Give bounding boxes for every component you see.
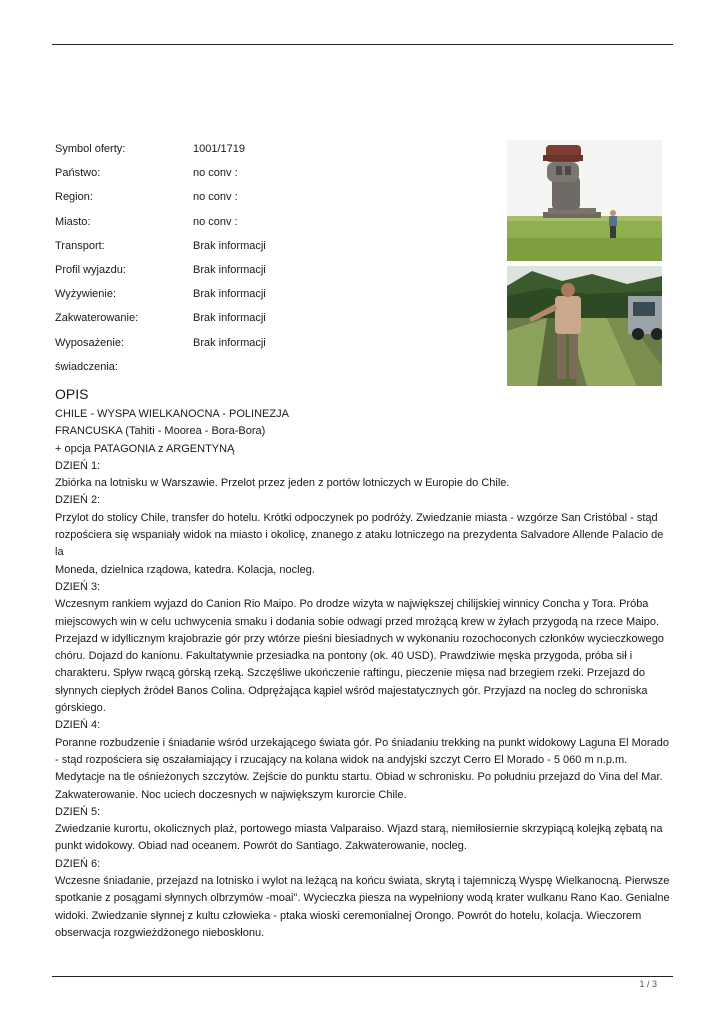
text-line: Zakwaterowanie. Noc uciech doczesnych w największym kurorcie Chile. [55,788,407,801]
description-text [55,406,675,942]
info-row-trip-profile [55,262,495,286]
offer-info-table [55,141,495,383]
info-label: Wyżywienie: [55,288,117,301]
footer-rule [52,976,673,977]
info-value: Brak informacji [193,312,266,325]
info-label: Państwo: [55,167,101,180]
info-row-offer-symbol [55,141,495,165]
text-line: Zwiedzanie kurortu, okolicznych plaż, portowego miasta Valparaiso. Wjazd starą, niemiłosiernie skrzypiącą kolejką zębatą na [55,823,663,836]
info-label: Transport: [55,239,105,252]
info-value: Brak informacji [193,288,266,301]
info-row-country [55,165,495,189]
text-line: + opcja PATAGONIA z ARGENTYNĄ [55,442,235,455]
text-line: miejscowych win w celu uchwycenia smaku i dodania sobie odwagi przed mrożącą krew w żyłach przygodą na rzece Maipo. [55,615,660,628]
info-label: Profil wyjazdu: [55,263,126,276]
info-row-transport [55,238,495,262]
info-value: no conv : [193,191,238,204]
text-line: CHILE - WYSPA WIELKANOCNA - POLINEZJA [55,408,289,420]
info-label: Region: [55,191,93,204]
pineapple-field-photo [507,266,662,386]
text-line: punkt widokowy. Obiad nad oceanem. Powrót do Santiago. Zakwaterowanie, nocleg. [55,840,467,853]
info-label: świadczenia: [55,360,118,373]
info-label: Symbol oferty: [55,143,126,155]
info-value: Brak informacji [193,263,266,276]
header-rule [52,44,673,45]
info-value: no conv : [193,215,238,228]
section-title-opis: OPIS [55,386,89,402]
page-number: 1 / 3 [639,979,657,989]
text-line: słynnych ciepłych źródeł Banos Colina. Odprężająca kąpiel wśród majestatycznych gór. Przyjazd na nocleg do schroniska [55,684,648,697]
text-line: charakteru. Spływ rwącą górską rzeką. Szczęśliwe ukończenie raftingu, pieczenie mięsa nad brzegiem rzeki. Przejazd do [55,667,645,680]
info-value: no conv : [193,167,238,180]
info-value: 1001/1719 [193,143,245,155]
info-label: Zakwaterowanie: [55,312,139,325]
day-heading: DZIEŃ 2: [55,494,101,507]
text-line: rozpościera się wspaniały widok na miasto i okolicę, znanego z ataku lotniczego na prezydenta Salvadore Allende Palacio de la [55,529,664,559]
text-line: Wczesnym rankiem wyjazd do Canion Rio Maipo. Po drodze wizyta w największej chilijskiej winnicy Concha y Tora. Próba [55,598,649,611]
text-line: chóru. Dojazd do kanionu. Fakultatywnie przesiadka na pontony (ok. 40 USD). Prawdziwie męska przygoda, próba sił i [55,650,633,663]
day-heading: DZIEŃ 1: [55,459,101,472]
moai-photo [507,140,662,261]
text-line: - stąd rozpościera się oszałamiający i rzucający na kolana widok na andyjski szczyt Cerro El Morado - 5 060 m n.p.m. [55,753,628,766]
text-line: Zbiórka na lotnisku w Warszawie. Przelot przez jeden z portów lotniczych w Europie do Chile. [55,477,510,490]
day-heading: DZIEŃ 5: [55,805,101,818]
text-line: Wczesne śniadanie, przejazd na lotnisko i wylot na leżącą na końcu świata, skrytą i tajemniczą Wyspę Wielkanocną. Pierwsze [55,875,670,888]
text-line: górskiego. [55,702,106,715]
day-heading: DZIEŃ 3: [55,580,101,593]
info-label: Miasto: [55,215,91,228]
info-value: Brak informacji [193,239,266,252]
info-row-meals [55,286,495,310]
text-line: Przejazd w idyllicznym krajobrazie gór przy wtórze pieśni biesiadnych w wykonaniu rozochoconych członków wycieczkowego [55,632,664,645]
text-line: Przylot do stolicy Chile, transfer do hotelu. Krótki odpoczynek po podróży. Zwiedzanie miasta - wzgórze San Cristóbal - stąd [55,511,658,524]
text-line: spotkanie z posągami słynnych olbrzymów -moai". Wycieczka piesza na wypełniony wodą krater wulkanu Rano Kao. Genialne [55,892,670,905]
info-row-services [55,359,495,383]
info-row-region [55,189,495,213]
text-line: Poranne rozbudzenie i śniadanie wśród urzekającego świata gór. Po śniadaniu trekking na punkt widokowy Laguna El Morado [55,736,669,749]
text-line: FRANCUSKA (Tahiti - Moorea - Bora-Bora) [55,425,266,438]
text-line: widoki. Zwiedzanie słynnej z kultu człowieka - ptaka wioski ceremonialnej Orongo. Powrót do hotelu, kolacja. Wieczorem [55,909,642,922]
info-row-accommodation [55,310,495,334]
info-row-equipment [55,335,495,359]
info-value: Brak informacji [193,336,266,349]
text-line: Moneda, dzielnica rządowa, katedra. Kolacja, nocleg. [55,563,315,576]
text-line: obserwacja rozgwieżdżonego nieboskłonu. [55,926,265,939]
info-label: Wyposażenie: [55,336,124,349]
text-line: Medytacje na tle ośnieżonych szczytów. Zejście do punktu startu. Obiad w schronisku. Po południu przejazd do Vina del Mar. [55,771,663,784]
day-heading: DZIEŃ 6: [55,857,101,870]
day-heading: DZIEŃ 4: [55,719,101,732]
info-row-city [55,214,495,238]
